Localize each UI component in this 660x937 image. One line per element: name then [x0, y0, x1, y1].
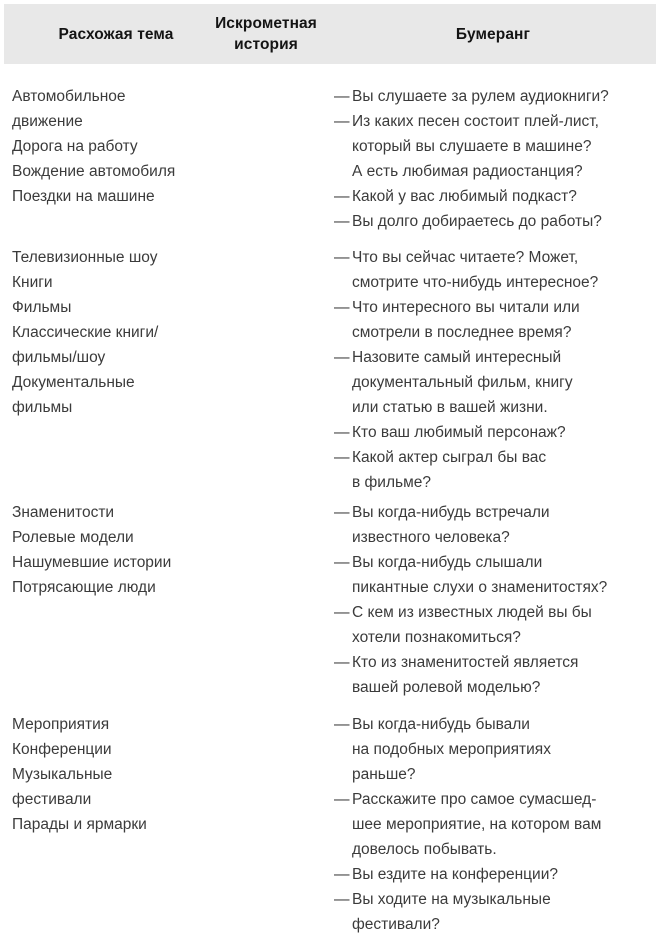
question-item [334, 445, 652, 495]
em-dash-bullet-icon: — [334, 249, 350, 266]
em-dash-bullet-icon: — [334, 504, 350, 521]
question-item [334, 600, 652, 650]
question-line: Вы когда-нибудь встречали [352, 504, 550, 521]
topic-line: Музыкальные [12, 766, 113, 783]
question-item [334, 295, 652, 345]
question-line: А есть любимая радиостанция? [352, 163, 583, 180]
topic-line: Автомобильное [12, 88, 126, 105]
question-line: Назовите самый интересный [352, 349, 562, 366]
topic-line: Конференции [12, 741, 112, 758]
em-dash-bullet-icon: — [334, 349, 350, 366]
topic-line: Парады и ярмарки [12, 816, 147, 833]
topic-line: Мероприятия [12, 716, 110, 733]
question-line: хотели познакомиться? [352, 629, 521, 646]
topic-line: Книги [12, 274, 53, 291]
row-questions-cell [334, 712, 652, 937]
question-line: документальный фильм, книгу [352, 374, 573, 391]
em-dash-bullet-icon: — [334, 716, 350, 733]
row-questions-cell [334, 245, 652, 495]
question-line: шее мероприятие, на котором вам [352, 816, 602, 833]
column-header-story-line-1: Искрометная [215, 15, 317, 32]
question-line: Вы ездите на конференции? [352, 866, 558, 883]
question-item [334, 887, 652, 937]
topic-line: фестивали [12, 791, 92, 808]
question-item [334, 420, 652, 445]
row-questions-cell [334, 84, 652, 234]
question-line: Расскажите про самое сумасшед- [352, 791, 597, 808]
question-item [334, 245, 652, 295]
em-dash-bullet-icon: — [334, 299, 350, 316]
question-line: который вы слушаете в машине? [352, 138, 592, 155]
row-questions-cell [334, 500, 652, 700]
em-dash-bullet-icon: — [334, 891, 350, 908]
question-line: Что интересного вы читали или [352, 299, 580, 316]
row-topics-cell [12, 712, 312, 837]
question-item [334, 712, 652, 787]
question-line: Вы когда-нибудь слышали [352, 554, 543, 571]
question-line: Что вы сейчас читаете? Может, [352, 249, 579, 266]
em-dash-bullet-icon: — [334, 213, 350, 230]
question-line: пикантные слухи о знаменитостях? [352, 579, 608, 596]
question-item [334, 862, 652, 887]
em-dash-bullet-icon: — [334, 554, 350, 571]
topic-line: фильмы [12, 399, 73, 416]
topic-line: Классические книги/ [12, 324, 159, 341]
question-line: вашей ролевой моделью? [352, 679, 541, 696]
question-line: Вы долго добираетесь до работы? [352, 213, 602, 230]
column-header-boomerang: Бумеранг [455, 25, 531, 43]
question-line: Из каких песен состоит плей-лист, [352, 113, 599, 130]
topic-line: Телевизионные шоу [12, 249, 158, 266]
question-item [334, 84, 652, 109]
question-line: фестивали? [352, 916, 440, 933]
question-line: известного человека? [352, 529, 510, 546]
question-line: раньше? [352, 766, 416, 783]
topic-line: Поездки на машине [12, 188, 155, 205]
question-item [334, 787, 652, 862]
question-line: довелось побывать. [352, 841, 497, 858]
question-line: смотрите что-нибудь интересное? [352, 274, 599, 291]
question-line: в фильме? [352, 474, 431, 491]
topic-line: движение [12, 113, 83, 130]
em-dash-bullet-icon: — [334, 791, 350, 808]
row-topics-cell [12, 84, 312, 209]
question-line: Вы слушаете за рулем аудиокниги? [352, 88, 609, 105]
question-item [334, 209, 652, 234]
question-line: Какой актер сыграл бы вас [352, 449, 547, 466]
question-line: Вы ходите на музыкальные [352, 891, 551, 908]
question-item [334, 550, 652, 600]
question-line: на подобных мероприятиях [352, 741, 551, 758]
row-topics-cell [12, 500, 312, 600]
question-line: Вы когда-нибудь бывали [352, 716, 530, 733]
question-item [334, 345, 652, 420]
question-line: Какой у вас любимый подкаст? [352, 188, 577, 205]
topic-line: Нашумевшие истории [12, 554, 172, 571]
topic-line: Вождение автомобиля [12, 163, 176, 180]
topic-line: Ролевые модели [12, 529, 134, 546]
topic-line: Фильмы [12, 299, 72, 316]
em-dash-bullet-icon: — [334, 604, 350, 621]
topic-line: Документальные [12, 374, 135, 391]
em-dash-bullet-icon: — [334, 188, 350, 205]
em-dash-bullet-icon: — [334, 449, 350, 466]
question-item [334, 184, 652, 209]
row-topics-cell [12, 245, 312, 420]
column-header-story-line-2: история [234, 36, 298, 53]
column-header-story [200, 4, 332, 64]
question-line: Кто ваш любимый персонаж? [352, 424, 566, 441]
question-line: Кто из знаменитостей является [352, 654, 579, 671]
column-header-topic: Расхожая тема [58, 25, 174, 43]
question-line: С кем из известных людей вы бы [352, 604, 592, 621]
em-dash-bullet-icon: — [334, 654, 350, 671]
em-dash-bullet-icon: — [334, 424, 350, 441]
topic-line: Потрясающие люди [12, 579, 156, 596]
question-line: или статью в вашей жизни. [352, 399, 548, 416]
em-dash-bullet-icon: — [334, 866, 350, 883]
question-line: смотрели в последнее время? [352, 324, 572, 341]
em-dash-bullet-icon: — [334, 113, 350, 130]
question-item [334, 650, 652, 700]
question-item [334, 500, 652, 550]
em-dash-bullet-icon: — [334, 88, 350, 105]
question-item [334, 109, 652, 184]
topic-line: Дорога на работу [12, 138, 138, 155]
topic-line: фильмы/шоу [12, 349, 106, 366]
table-header-row [4, 4, 656, 64]
topic-line: Знаменитости [12, 504, 115, 521]
